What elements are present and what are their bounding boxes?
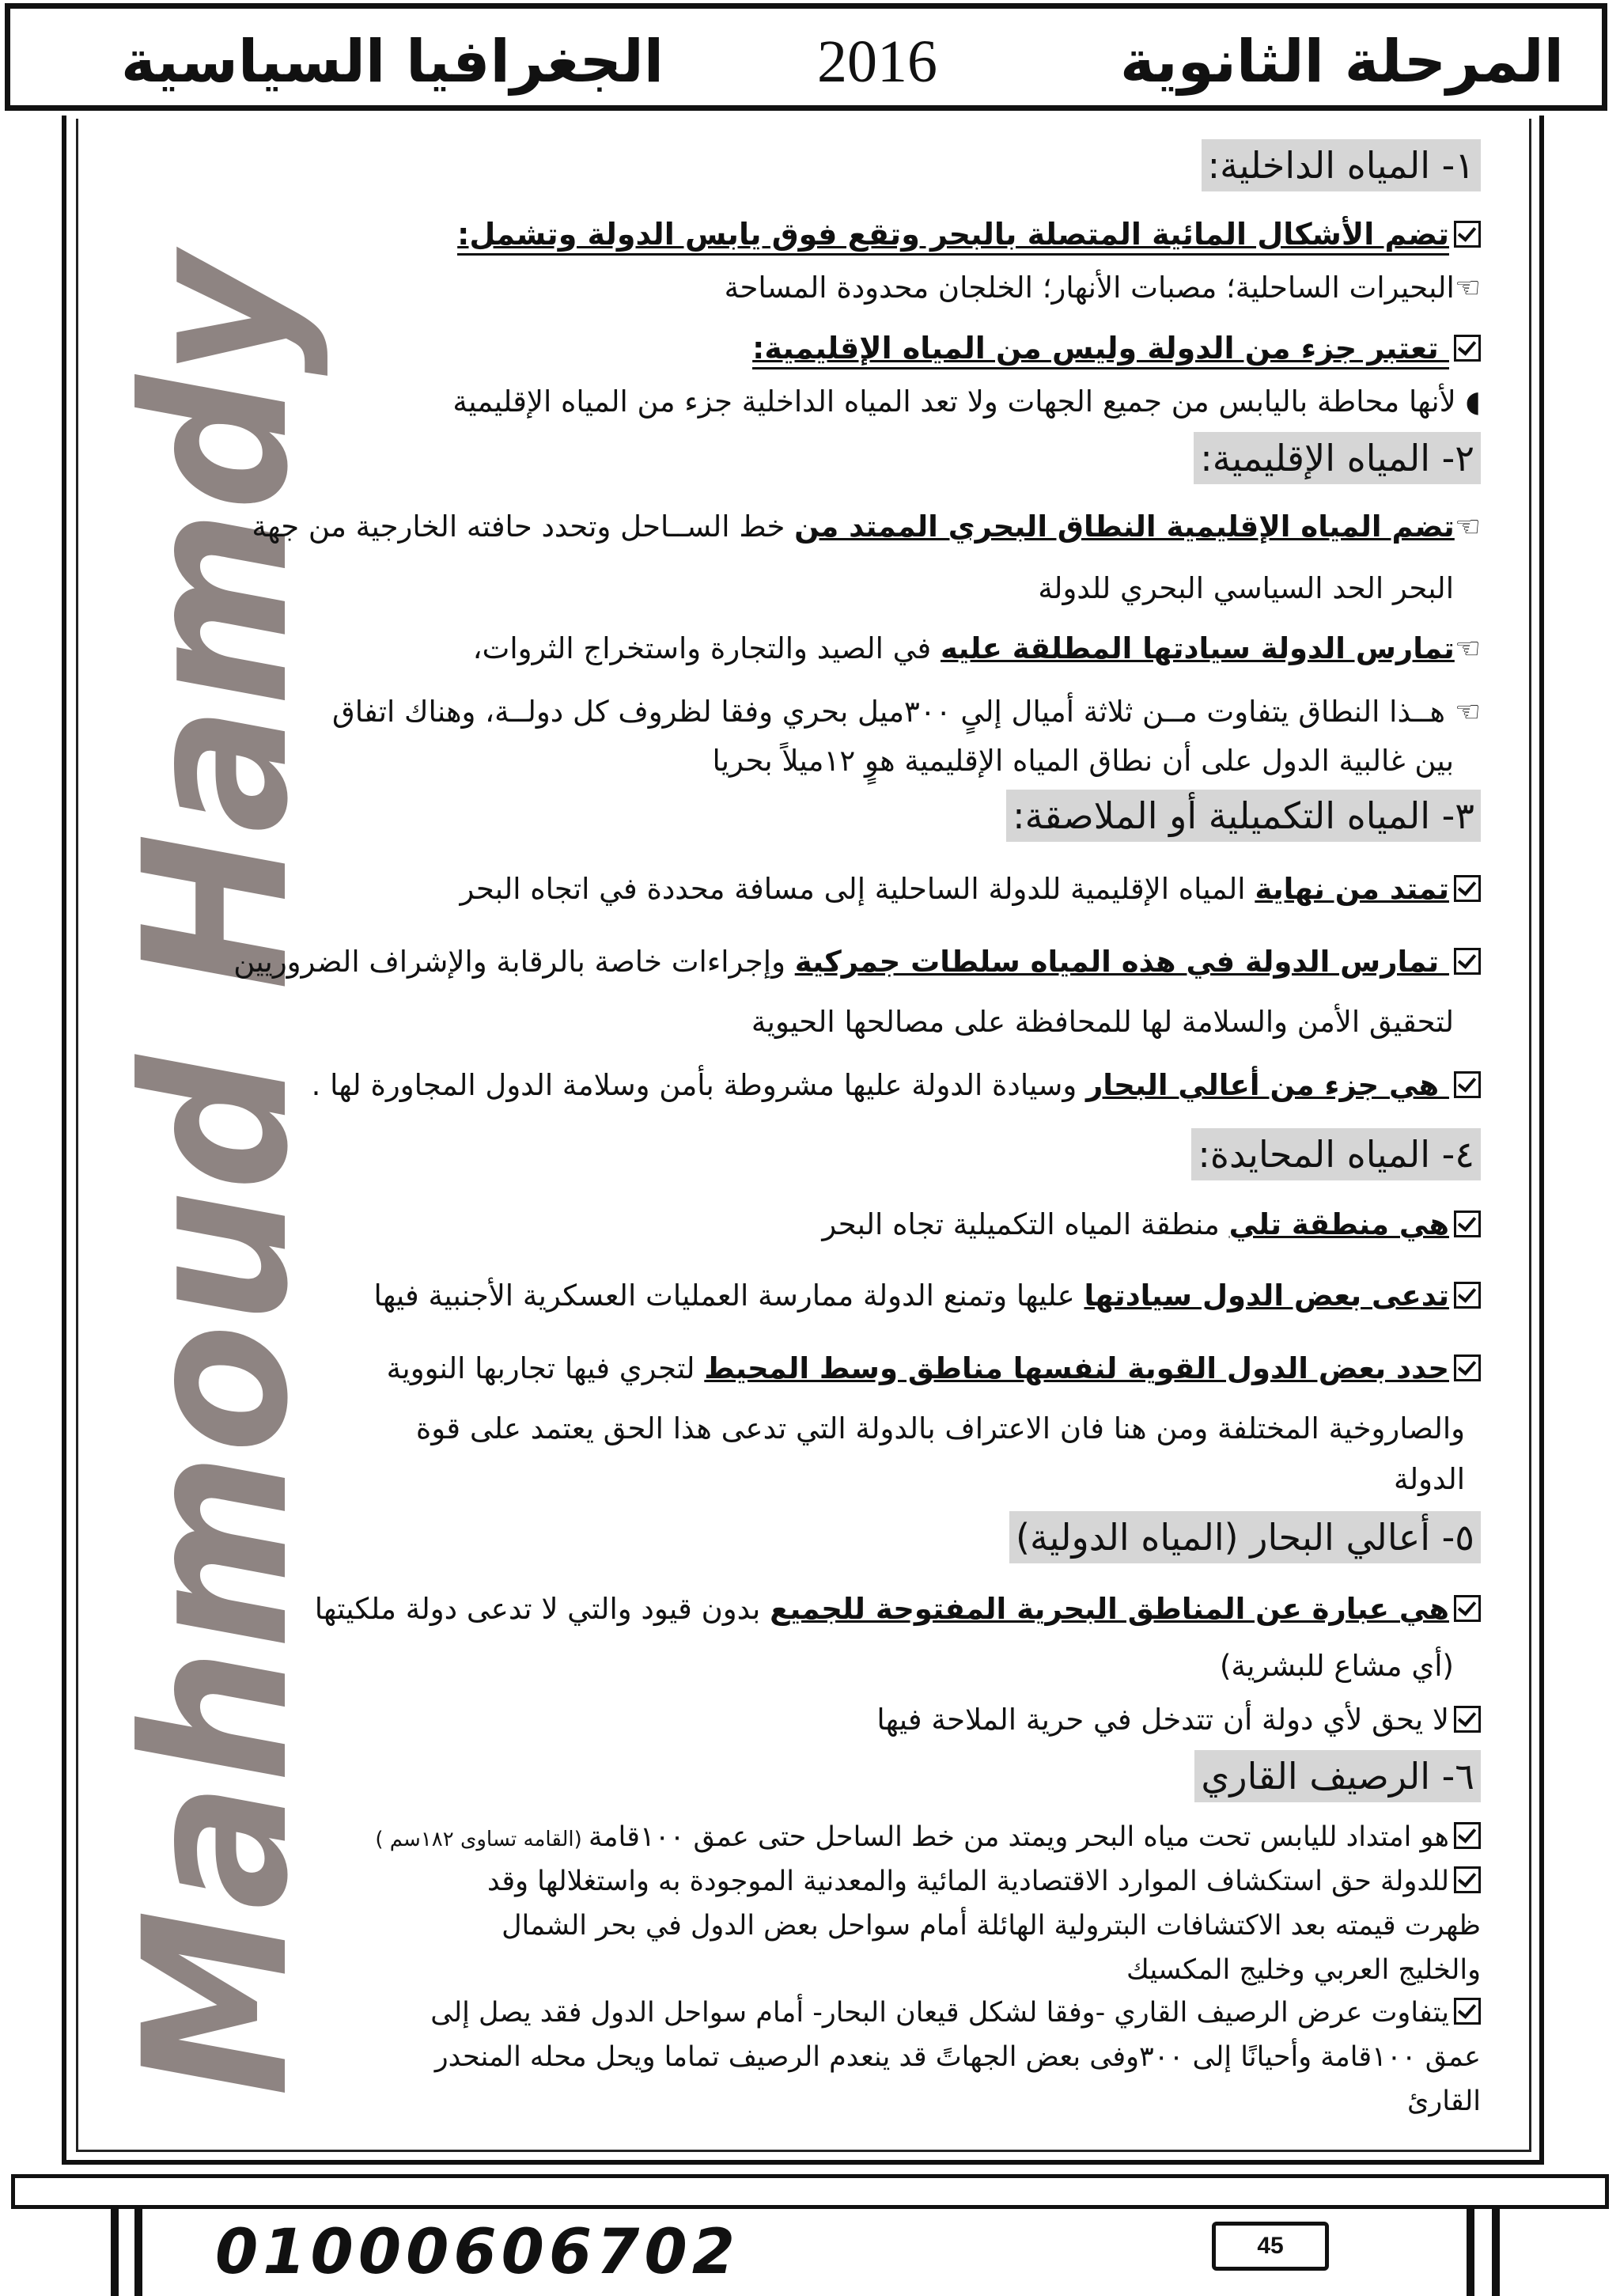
bullet-continuation: لتحقيق الأمن والسلامة لها للمحافظة على مصالحها الحيوية	[751, 1005, 1454, 1039]
page-number: 45	[1212, 2222, 1329, 2271]
bullet-continuation: القارئ	[1406, 2086, 1481, 2117]
checkbox-icon	[1454, 1998, 1481, 2025]
checkbox-icon	[1454, 1211, 1481, 1237]
bullet-item: تعتبر جزء من الدولة وليس من المياه الإقليمية:	[752, 328, 1481, 369]
checkbox-icon	[1454, 1595, 1481, 1622]
bullet-item: تدعى بعض الدول سيادتها عليها وتمنع الدولة ممارسة العمليات العسكرية الأجنبية فيها	[374, 1275, 1481, 1317]
checkbox-icon	[1454, 1282, 1481, 1309]
checkbox-icon	[1454, 335, 1481, 362]
bullet-continuation: بين غالبية الدول على أن نطاق المياه الإقليمية هوٍ ١٢ميلاً بحريا	[712, 744, 1454, 778]
pointer-icon: ◖	[1465, 385, 1481, 419]
bullet-item: هو امتداد لليابس تحت مياه البحر ويمتد من خط الساحل حتى عمق ١٠٠قامة (القامه تساوى ١٨٢سم )	[375, 1817, 1481, 1860]
bullet-continuation: والصاروخية المختلفة ومن هنا فان الاعتراف بالدولة التي تدعى هذا الحق يعتمد على قوة	[415, 1411, 1465, 1445]
footer-bar	[11, 2174, 1609, 2209]
bullet-item: هي عبارة عن المناطق البحرية المفتوحة للجميع بدون قيود والتي لا تدعى دولة ملكيتها	[315, 1589, 1481, 1630]
hand-pointer-icon: ☜	[1454, 695, 1481, 729]
checkbox-icon	[1454, 1866, 1481, 1893]
checkbox-icon	[1454, 948, 1481, 975]
frame-post	[134, 2209, 142, 2296]
bullet-continuation: البحر الحد السياسي البحري للدولة	[1038, 571, 1454, 605]
bullet-item: حدد بعض الدول القوية لنفسها مناطق وسط المحيط لتجري فيها تجاربها النووية	[387, 1348, 1481, 1389]
bullet-item: ☜تضم المياه الإقليمية النطاق البحري الممتد من خط الســاحل وتحدد حافته الخارجية من جهة	[252, 510, 1481, 544]
frame-post	[1467, 2209, 1474, 2296]
bullet-continuation: الدولة	[1394, 1462, 1465, 1496]
bullet-continuation: والخليج العربي وخليج المكسيك	[1126, 1954, 1481, 1986]
section-heading-neutral-waters: ٤- المياه المحايدة:	[1191, 1128, 1481, 1180]
hand-pointer-icon: ☜	[1454, 271, 1481, 305]
section-heading-continental-shelf: ٦- الرصيف القاري	[1194, 1750, 1481, 1802]
phone-number: 01000606702	[215, 2217, 740, 2288]
hand-pointer-icon: ☜	[1454, 510, 1481, 544]
checkbox-icon	[1454, 1706, 1481, 1733]
bullet-item: للدولة حق استكشاف الموارد الاقتصادية المائية والمعدنية الموجودة به واستغلالها وقد	[487, 1861, 1481, 1902]
bullet-item: ☜ هــذا النطاق يتفاوت مــن ثلاثة أميال إلىٍ ٣٠٠ميل بحري وفقا لظروف كل دولــة، وهناك اتفاق	[332, 695, 1481, 729]
subject-title: الجغرافيا السياسية	[121, 28, 664, 96]
frame-post	[1492, 2209, 1500, 2296]
bullet-item: يتفاوت عرض الرصيف القاري -وفقا لشكل قيعان البحار- أمام سواحل الدول فقد يصل إلى	[430, 1992, 1481, 2033]
bullet-item: ☜البحيرات الساحلية؛ مصبات الأنهار؛ الخلجان محدودة المساحة	[724, 271, 1481, 305]
bullet-item: ◖ لأنها محاطة باليابس من جميع الجهات ولا تعد المياه الداخلية جزء من المياه الإقليمية	[452, 385, 1481, 419]
bullet-continuation: ظهرت قيمته بعد الاكتشافات البترولية الهائلة أمام سواحل بعض الدول في بحر الشمال	[502, 1910, 1481, 1942]
checkbox-icon	[1454, 1822, 1481, 1849]
page-header	[5, 3, 1607, 111]
checkbox-icon	[1454, 1071, 1481, 1098]
section-heading-contiguous-waters: ٣- المياه التكميلية أو الملاصقة:	[1006, 790, 1481, 842]
bullet-item: تمارس الدولة في هذه المياه سلطات جمركية وإجراءات خاصة بالرقابة والإشراف الضروريين	[233, 942, 1481, 983]
bullet-item: هي منطقة تلي منطقة المياه التكميلية تجاه البحر	[822, 1204, 1481, 1245]
hand-pointer-icon: ☜	[1454, 631, 1481, 665]
stage-title: المرحلة الثانوية	[1120, 28, 1564, 96]
checkbox-icon	[1454, 221, 1481, 248]
watermark-text: Mahmoud Hamdy	[101, 156, 331, 2097]
checkbox-icon	[1454, 875, 1481, 902]
section-heading-high-seas: ٥- أعالي البحار (المياه الدولية)	[1009, 1511, 1481, 1563]
bullet-item: تضم الأشكال المائية المتصلة بالبحر وتقع فوق يابس الدولة وتشمل:	[457, 214, 1481, 255]
checkbox-icon	[1454, 1354, 1481, 1381]
bullet-continuation: عمق ١٠٠قامة وأحيانًا إلى ٣٠٠وفى بعض الجهاتً قد ينعدم الرصيف تماما ويحل محله المنحدر	[434, 2041, 1481, 2073]
section-heading-internal-waters: ١- المياه الداخلية:	[1202, 139, 1481, 191]
bullet-continuation: (أي مشاع للبشرية)	[1219, 1649, 1454, 1683]
year-label: 2016	[817, 28, 937, 95]
frame-post	[111, 2209, 119, 2296]
section-heading-territorial-waters: ٢- المياه الإقليمية:	[1194, 432, 1481, 484]
bullet-item: لا يحق لأي دولة أن تتدخل في حرية الملاحة فيها	[876, 1699, 1481, 1741]
bullet-item: هي جزء من أعالي البحار وسيادة الدولة عليها مشروطة بأمن وسلامة الدول المجاورة لها .	[312, 1065, 1481, 1106]
bullet-item: ☜تمارس الدولة سيادتها المطلقة عليه في الصيد والتجارة واستخراج الثروات،	[472, 631, 1481, 665]
bullet-item: تمتد من نهاية المياه الإقليمية للدولة الساحلية إلى مسافة محددة في اتجاه البحر	[460, 869, 1482, 910]
